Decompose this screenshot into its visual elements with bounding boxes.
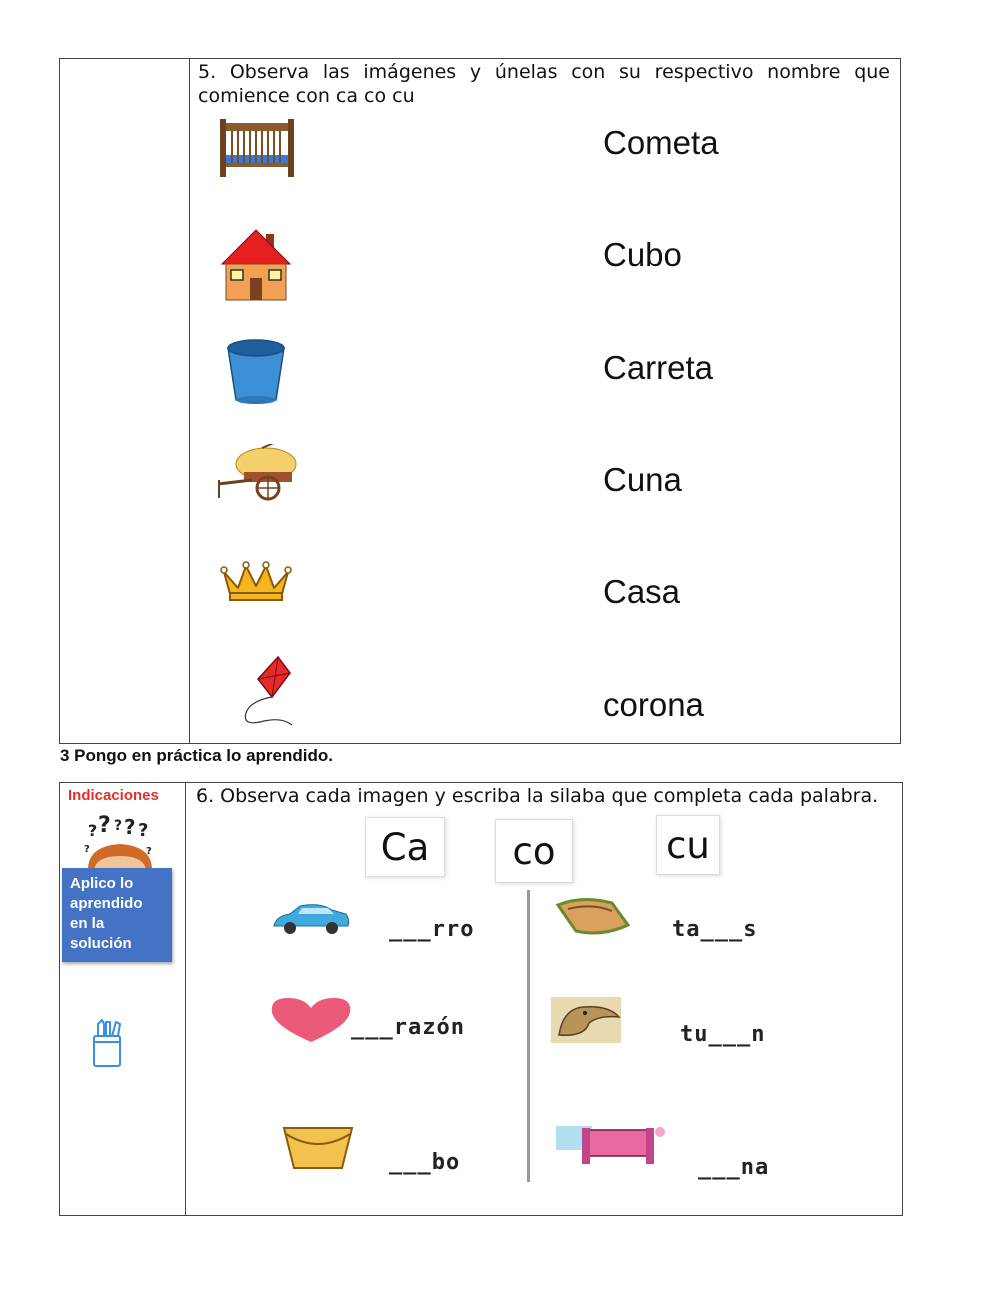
heart-icon (268, 996, 354, 1044)
svg-text:?: ? (146, 846, 152, 857)
exercise6-center-divider (527, 890, 530, 1182)
word-corona: corona (603, 686, 704, 723)
cup-icon (552, 895, 634, 939)
word-cometa: Cometa (603, 124, 719, 161)
svg-text:?: ? (88, 821, 98, 840)
svg-text:?: ? (98, 813, 111, 838)
section3-heading: 3 Pongo en práctica lo aprendido. (60, 746, 333, 765)
word-cuna-blank[interactable]: ___na (698, 1155, 770, 1180)
exercise6-instruction: 6. Observa cada imagen y escriba la silaba que completa cada palabra. (196, 785, 879, 807)
crib-icon-small (556, 1120, 666, 1170)
word-carro-blank[interactable]: ___rro (389, 917, 475, 942)
pencil-cup-icon (90, 1018, 126, 1068)
word-tucan-blank[interactable]: tu___n (680, 1022, 766, 1047)
aplico-box: Aplico lo aprendido en la solución (62, 868, 172, 962)
word-tazas-blank[interactable]: ta___s (672, 917, 758, 942)
exercise5-instruction: 5. Observa las imágenes y únelas con su respectivo nombre que comience con ca co cu (198, 61, 890, 107)
syllable-co: co (495, 819, 573, 883)
crib-icon (218, 117, 296, 179)
word-corazon-blank[interactable]: ___razón (351, 1015, 465, 1040)
word-carreta: Carreta (603, 349, 714, 386)
word-cubo-blank[interactable]: ___bo (389, 1150, 461, 1175)
exercise6-column-divider (185, 782, 186, 1216)
svg-text:?: ? (124, 815, 136, 839)
toucan-icon (549, 995, 623, 1045)
exercise5-column-divider (189, 58, 190, 744)
syllable-ca: Ca (365, 817, 445, 877)
svg-text:?: ? (114, 818, 123, 834)
word-casa: Casa (603, 573, 681, 610)
confused-child-icon (80, 812, 160, 870)
crown-icon (220, 560, 292, 602)
car-icon (270, 902, 352, 936)
bucket-icon-small (280, 1124, 356, 1170)
word-cubo: Cubo (603, 236, 682, 273)
exercise5-table (59, 58, 901, 744)
indicaciones-title: Indicaciones (68, 787, 159, 804)
house-icon (220, 228, 292, 302)
svg-text:?: ? (138, 820, 149, 841)
kite-icon (230, 655, 296, 729)
svg-text:?: ? (84, 844, 90, 855)
word-cuna: Cuna (603, 461, 682, 498)
syllable-cu: cu (656, 815, 720, 875)
cart-icon (214, 444, 300, 502)
bucket-icon (224, 336, 288, 404)
